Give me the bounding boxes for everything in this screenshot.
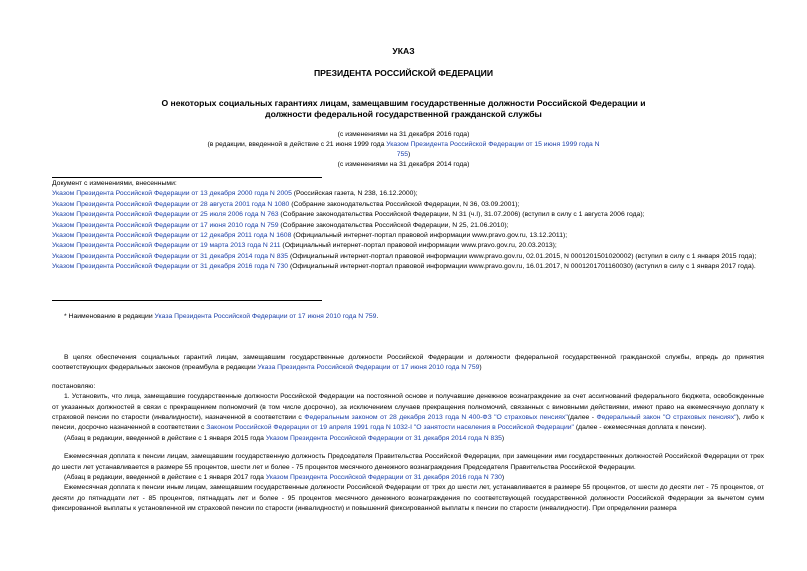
decree-issuer: ПРЕЗИДЕНТА РОССИЙСКОЙ ФЕДЕРАЦИИ (313, 68, 494, 78)
change-source: (Собрание законодательства Российской Федерации, N 25, 21.06.2010); (278, 221, 509, 229)
list-item (52, 200, 760, 210)
change-source: (Собрание законодательства Российской Федерации, N 31 (ч.I), 31.07.2006) (вступил в силу с 1 августа 2006 года); (278, 211, 645, 219)
change-source: (Собрание законодательства Российской Федерации, N 36, 03.09.2001); (289, 200, 520, 208)
amendment-link[interactable]: Указом Президента Российской Федерации от 31 декабря 2014 года N 835 (265, 434, 502, 442)
footnote (64, 312, 764, 322)
change-source: (Официальный интернет-портал правовой информации www.pravo.gov.ru, 13.12.2011); (291, 232, 568, 240)
decree-heading: УКАЗ (392, 46, 415, 56)
resolve-paragraph: постановляю: (52, 382, 96, 390)
list-item (52, 221, 760, 231)
amendment-note (52, 473, 764, 483)
changes-2014: (с изменениями на 31 декабря 2014 года) (337, 161, 470, 168)
change-source: (Официальный интернет-портал правовой информации www.pravo.gov.ru, 20.03.2013); (280, 242, 557, 250)
list-item (52, 189, 760, 199)
change-link[interactable]: Указом Президента Российской Федерации от 31 декабря 2016 года N 730 (52, 263, 289, 271)
list-item (52, 231, 760, 241)
document-body (52, 353, 764, 515)
edition-text: (в редакции, введенной в действие с 21 июня 1999 года (207, 141, 385, 148)
amendment-text: (Абзац в редакции, введенной в действие с 1 января 2015 года (64, 434, 266, 442)
changes-intro: Документ с изменениями, внесенными: (52, 180, 177, 187)
preamble-text: В целях обеспечения социальных гарантий лицам, замещавшим государственные должности Российской Федерации и должности федеральной государственной гражданской службы, впредь до принятия соответствующих федеральных законов (преамбула в редакции (52, 354, 764, 372)
list-item (52, 262, 760, 272)
law-400-fz-link[interactable]: Федеральным законом от 28 декабря 2013 года N 400-ФЗ "О страховых пенсиях" (304, 414, 568, 422)
preamble-end: ) (479, 364, 482, 372)
amendment-link[interactable]: Указом Президента Российской Федерации от 31 декабря 2016 года N 730 (265, 474, 502, 482)
change-link[interactable]: Указом Президента Российской Федерации от 13 декабря 2000 года N 2005 (52, 190, 292, 198)
clause-1-paragraph (52, 392, 764, 434)
change-link[interactable]: Указом Президента Российской Федерации от 17 июня 2010 года N 759 (52, 221, 279, 229)
edition-close: ) (408, 151, 411, 158)
document-title: О некоторых социальных гарантиях лицам, замещавшим государственные должности Российской Федерации и должности федеральной государственной гражданской службы (161, 98, 646, 119)
amendment-note (52, 434, 764, 444)
clause-text: ), либо к пенсии, досрочно назначенной в соответствии с (52, 414, 765, 432)
amendment-end: ) (501, 474, 505, 482)
employment-law-link[interactable]: Законом Российской Федерации от 19 апреля 1991 года N 1032-I "О занятости населения в Российской Федерации" (206, 424, 574, 432)
footnote-end: . (376, 313, 379, 320)
clause-text: 1. Установить, что лица, замещавшие государственные должности Российской Федерации на постоянной основе и получавшие денежное вознаграждение за счет ассигнований федерального бюджета, освобожденные от указанных должностей в связи с прекращением полномочий (в том числе досрочно), за исключением случаев прекращения полномочий, связанных с виновными действиями, имеют право на ежемесячную доплату к страховой пенсии по старости (инвалидности), назначенной в соответствии с (52, 393, 764, 422)
change-link[interactable]: Указом Президента Российской Федерации от 19 марта 2013 года N 211 (52, 242, 281, 250)
footnote-text: * Наименование в редакции (64, 313, 155, 320)
insurance-pensions-law-link[interactable]: Федеральный закон "О страховых пенсиях" (596, 414, 737, 422)
edition-info (200, 130, 607, 170)
change-link[interactable]: Указом Президента Российской Федерации от 28 августа 2001 года N 1080 (52, 200, 290, 208)
list-item (52, 241, 760, 251)
footnote-link[interactable]: Указа Президента Российской Федерации от 17 июня 2010 года N 759 (154, 313, 377, 320)
list-item (52, 210, 760, 220)
preamble-paragraph (52, 353, 764, 374)
changes-as-of: (с изменениями на 31 декабря 2016 года) (337, 131, 470, 138)
change-source: (Официальный интернет-портал правовой информации www.pravo.gov.ru, 02.01.2015, N 0001201501020002) (вступил в силу с 1 января 2015 года); (288, 252, 757, 260)
preamble-link[interactable]: Указа Президента Российской Федерации от 17 июня 2010 года N 759 (257, 364, 480, 372)
amendment-text: (Абзац в редакции, введенной в действие с 1 января 2017 года (64, 474, 266, 482)
change-source: (Официальный интернет-портал правовой информации www.pravo.gov.ru, 16.01.2017, N 0001201701160030) (вступил в силу с 1 января 2017 года). (288, 263, 756, 271)
change-source: (Российская газета, N 238, 16.12.2000); (291, 190, 418, 198)
change-link[interactable]: Указом Президента Российской Федерации от 31 декабря 2014 года N 835 (52, 252, 289, 260)
divider (52, 177, 322, 178)
edition-line (200, 140, 607, 160)
clause-text: (далее - ежемесячная доплата к пенсии). (573, 424, 707, 432)
amendment-end: ) (501, 434, 505, 442)
clause-text: (далее - (567, 414, 597, 422)
change-link[interactable]: Указом Президента Российской Федерации от 25 июля 2006 года N 763 (52, 211, 279, 219)
other-persons-paragraph: Ежемесячная доплата к пенсии иным лицам, замещавшим государственные должности Российской Федерации от трех до шести лет, устанавливается в размере 55 процентов, от шести до десяти лет - 75 процентов, от десяти до пятнадцати лет - 85 процентов, пятнадцать лет и более - 95 процентов месячного денежного вознаграждения по соответствующей государственной должности Российской Федерации за вычетом сумм фиксированной выплаты к установленной им страховой пенсии по старости (инвалидности) и повышений фиксированной выплаты к пенсии по старости (инвалидности). При определении размера (52, 484, 764, 513)
edition-link[interactable]: Указом Президента Российской Федерации от 15 июня 1999 года N 755 (386, 141, 600, 158)
change-link[interactable]: Указом Президента Российской Федерации от 12 декабря 2011 года N 1608 (52, 232, 292, 240)
pm-supplement-paragraph: Ежемесячная доплата к пенсии лицам, замещавшим государственную должность Председателя Правительства Российской Федерации, при замещении ими государственных должностей Российской Федерации от трех до шести лет устанавливается в размере 55 процентов, шести лет и более - 75 процентов месячного денежного вознаграждения Председателя Правительства Российской Федерации. (52, 453, 764, 471)
divider (52, 300, 322, 301)
list-item (52, 252, 760, 262)
changes-list (52, 179, 760, 273)
